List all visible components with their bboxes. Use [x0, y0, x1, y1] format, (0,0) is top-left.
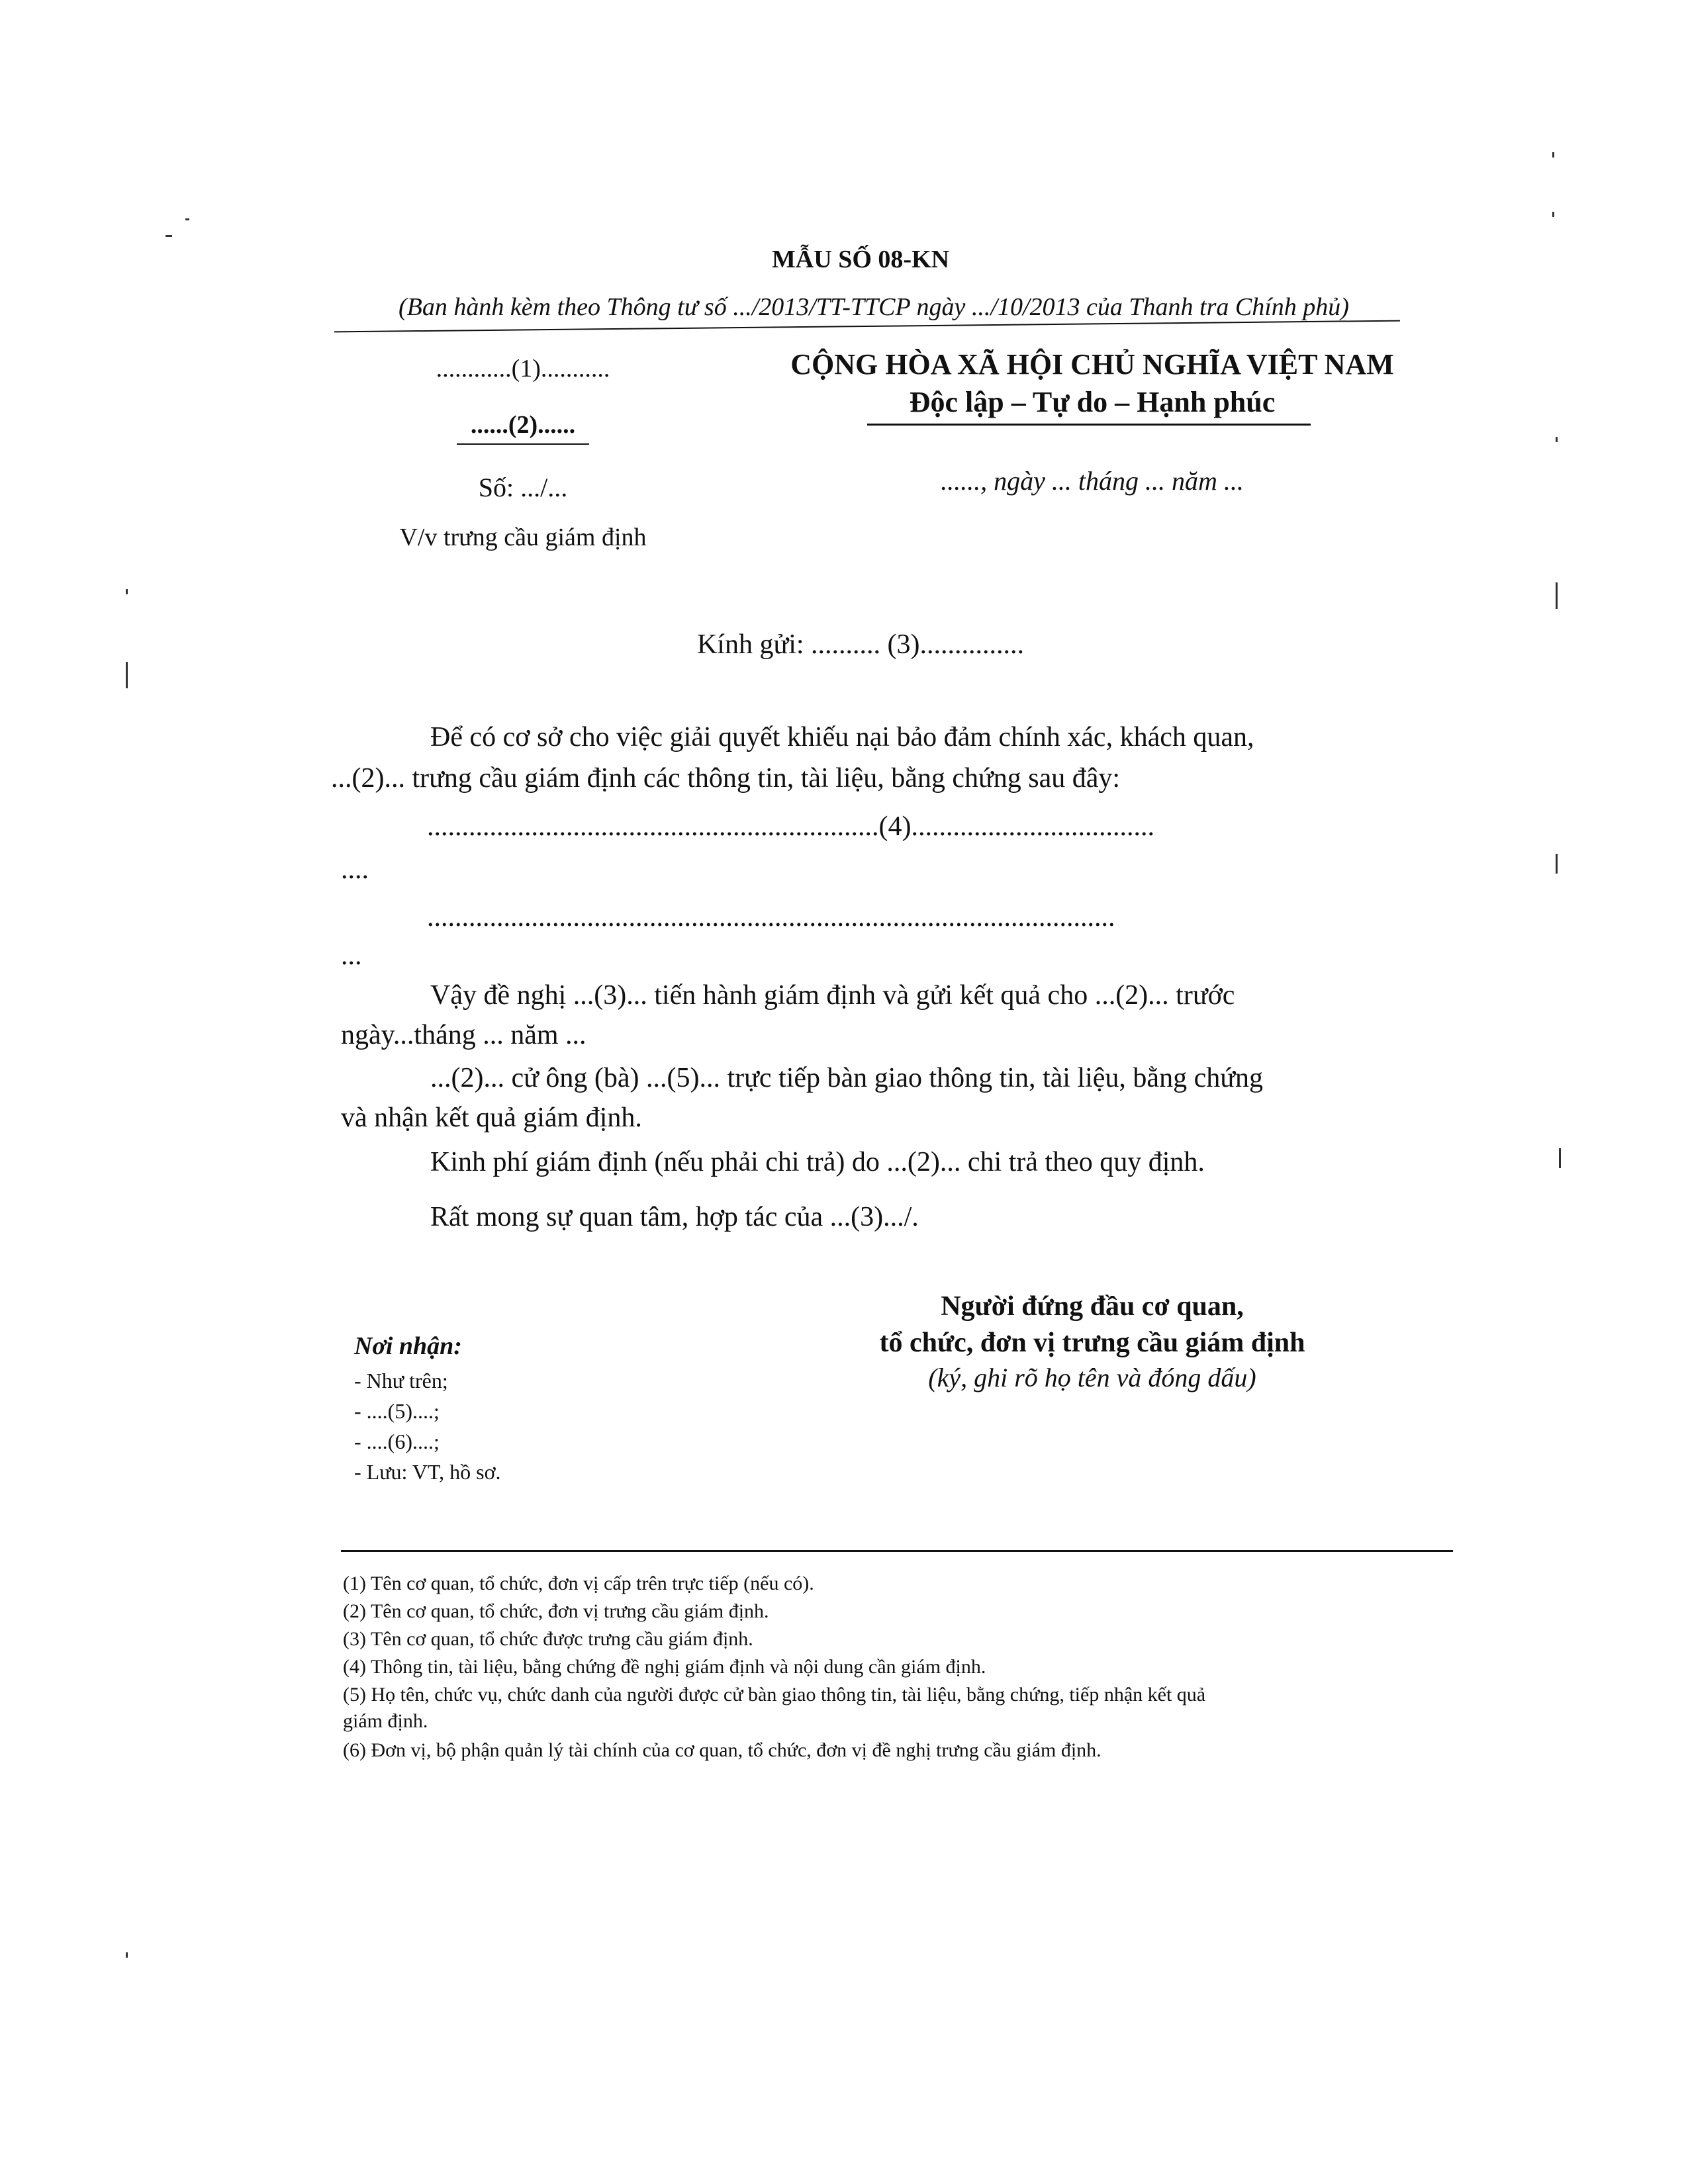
body-paragraph-5: Rất mong sự quan tâm, hợp tác của ...(3).../. — [430, 1202, 919, 1232]
country-name: CỘNG HÒA XÃ HỘI CHỦ NGHĨA VIỆT NAM — [790, 348, 1394, 381]
footnote-2: (2) Tên cơ quan, tổ chức, đơn vị trưng cầu giám định. — [343, 1600, 769, 1622]
addressee: Kính gửi: .......... (3)............... — [696, 629, 1025, 660]
requesting-org-placeholder: ......(2)...... — [470, 411, 576, 439]
scan-speck — [126, 589, 128, 594]
footnote-5-line-2: giám định. — [343, 1710, 428, 1732]
scan-speck — [1552, 152, 1554, 158]
signature-instruction: (ký, ghi rõ họ tên và đóng dấu) — [928, 1363, 1256, 1392]
scan-speck — [1556, 854, 1558, 874]
org-divider — [457, 443, 589, 445]
body-paragraph-2-line-2: ngày...tháng ... năm ... — [341, 1020, 586, 1050]
recipient-item: - Lưu: VT, hồ sơ. — [354, 1460, 501, 1484]
body-paragraph-3-line-2: và nhận kết quả giám định. — [341, 1103, 642, 1133]
body-paragraph-3-line-1: ...(2)... cử ông (bà) ...(5)... trực tiếp bàn giao thông tin, tài liệu, bằng chứng — [430, 1063, 1263, 1093]
footnote-6: (6) Đơn vị, bộ phận quản lý tài chính của cơ quan, tổ chức, đơn vị đề nghị trưng cầu giám định. — [343, 1739, 1102, 1761]
evidence-placeholder-line-2: .... — [341, 854, 369, 885]
document-number: Số: .../... — [478, 473, 568, 502]
recipient-item: - ....(5)....; — [354, 1399, 440, 1423]
body-paragraph-1-line-1: Để có cơ sở cho việc giải quyết khiếu nại bảo đảm chính xác, khách quan, — [430, 722, 1254, 752]
footnote-4: (4) Thông tin, tài liệu, bằng chứng đề nghị giám định và nội dung cần giám định. — [343, 1656, 986, 1678]
scan-speck — [185, 218, 189, 220]
footnote-1: (1) Tên cơ quan, tổ chức, đơn vị cấp trên trực tiếp (nếu có). — [343, 1572, 814, 1594]
scan-speck — [126, 1952, 128, 1958]
issued-note: (Ban hành kèm theo Thông tư số .../2013/TT-TTCP ngày .../10/2013 của Thanh tra Chính phủ) — [399, 293, 1349, 321]
body-paragraph-1-line-2: ...(2)... trưng cầu giám định các thông tin, tài liệu, bằng chứng sau đây: — [331, 763, 1121, 794]
footnote-3: (3) Tên cơ quan, tổ chức được trưng cầu giám định. — [343, 1628, 753, 1650]
evidence-placeholder-line-1: .................................................................(4)................................... — [427, 811, 1154, 842]
scan-speck — [1552, 212, 1554, 217]
signer-title-line-2: tổ chức, đơn vị trưng cầu giám định — [879, 1328, 1305, 1358]
national-motto: Độc lập – Tự do – Hạnh phúc — [909, 386, 1276, 418]
body-paragraph-4: Kinh phí giám định (nếu phải chi trả) do ...(2)... chi trả theo quy định. — [430, 1147, 1205, 1177]
footnote-divider — [341, 1550, 1453, 1552]
evidence-placeholder-line-3: ................................................................................................... — [427, 902, 1115, 933]
recipient-item: - Như trên; — [354, 1369, 448, 1392]
evidence-placeholder-line-4: ... — [341, 940, 362, 971]
scan-speck — [126, 662, 128, 688]
place-date: ......, ngày ... tháng ... năm ... — [941, 466, 1244, 496]
motto-divider — [867, 424, 1311, 426]
scan-speck — [1559, 1148, 1561, 1168]
recipient-item: - ....(6)....; — [354, 1430, 440, 1453]
signer-title-line-1: Người đứng đầu cơ quan, — [941, 1291, 1244, 1322]
scan-speck — [1556, 582, 1558, 609]
parent-org-placeholder: ............(1)........... — [436, 355, 610, 383]
form-number: MẪU SỐ 08-KN — [771, 246, 950, 273]
issued-note-underline — [334, 320, 1400, 333]
body-paragraph-2-line-1: Vậy đề nghị ...(3)... tiến hành giám định và gửi kết quả cho ...(2)... trước — [430, 980, 1235, 1011]
subject-line: V/v trưng cầu giám định — [399, 523, 647, 551]
scan-speck — [1556, 437, 1558, 442]
recipients-heading: Nơi nhận: — [354, 1332, 462, 1360]
scan-speck — [165, 235, 172, 237]
footnote-5-line-1: (5) Họ tên, chức vụ, chức danh của người được cử bàn giao thông tin, tài liệu, bằng chứng, tiếp nhận kết quả — [343, 1684, 1206, 1706]
